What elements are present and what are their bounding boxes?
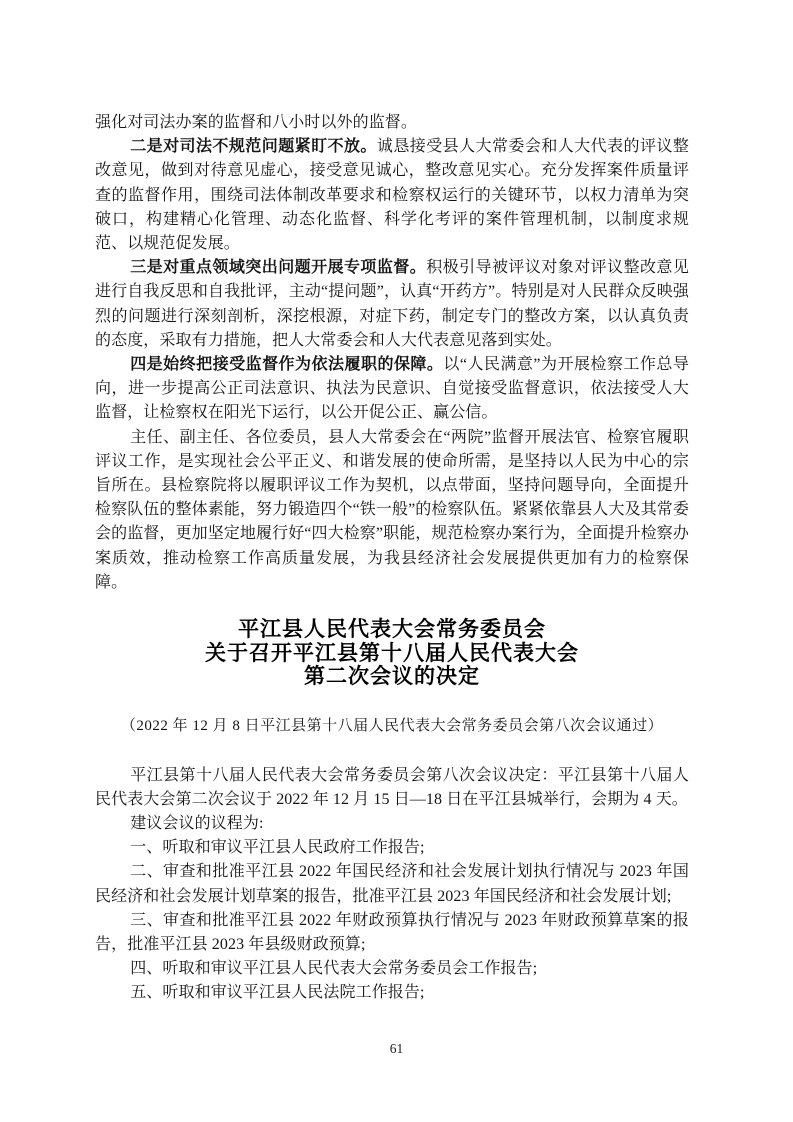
- page-number: 61: [389, 1041, 404, 1056]
- report-paragraph-closing: [95, 426, 689, 595]
- decision-paragraph-resolution: 平江县第十八届人民代表大会常务委员会第八次会议决定：平江县第十八届人民代表大会第二次会议于 2022 年 12 月 15 日—18 日在平江县城举行，会期为 4 天。: [95, 766, 689, 808]
- paragraph-text: 诚恳接受县人大常委会和人大代表的评议整改意见，做到对待意见虚心，接受意见诚心，整改意见实心。充分发挥案件质量评查的监督作用，围绕司法体制改革要求和检察权运行的关键环节，以权力清单为突破口，构建精心化管理、动态化监督、科学化考评的案件管理机制，以制度求规范、以规范促发展。: [95, 138, 689, 253]
- report-body-section: [95, 111, 689, 595]
- paragraph-text: 主任、副主任、各位委员，县人大常委会在“两院”监督开展法官、检察官履职评议工作，是实现社会公平正义、和谐发展的使命所需，是坚持以人民为中心的宗旨所在。县检察院将以履职评议工作为契机，以点带面，坚持问题导向，全面提升检察队伍的整体素能，努力锻造四个“铁一般”的检察队伍。紧紧依靠县人大及其常委会的监督，更加坚定地履行好“四大检察”职能，规范检察办案行为，全面提升检察办案质效，推动检察工作高质量发展，为我县经济社会发展提供更加有力的检察保障。: [95, 428, 690, 591]
- decision-agenda-item-2: 二、审查和批准平江县 2022 年国民经济和社会发展计划执行情况与 2023 年国民经济和社会发展计划草案的报告，批准平江县 2023 年国民经济和社会发展计划;: [95, 863, 689, 905]
- decision-subtitle: （2022 年 12 月 8 日平江县第十八届人民代表大会常务委员会第八次会议通过）: [120, 717, 664, 734]
- paragraph-bold-lead: 三是对重点领域突出问题开展专项监督。: [130, 259, 427, 277]
- paragraph-text: 强化对司法办案的监督和八小时以外的监督。: [95, 114, 418, 131]
- decision-body-section: [95, 764, 689, 1006]
- paragraph-bold-lead: 四是始终把接受监督作为依法履职的保障。: [130, 356, 444, 374]
- decision-title-line-2: 关于召开平江县第十八届人民代表大会: [205, 640, 579, 665]
- page-footer: [0, 1040, 793, 1058]
- decision-title-line-1: 平江县人民代表大会常务委员会: [238, 617, 546, 642]
- decision-agenda-item-5: 五、听取和审议平江县人民法院工作报告;: [130, 984, 425, 1002]
- decision-paragraph-agenda-intro: 建议会议的议程为:: [130, 814, 264, 832]
- paragraph-bold-lead: 二是对司法不规范问题紧盯不放。: [130, 138, 377, 156]
- decision-agenda-item-4: 四、听取和审议平江县人民代表大会常务委员会工作报告;: [130, 960, 538, 978]
- report-paragraph-point-three: [95, 256, 689, 353]
- paragraph-text: 积极引导被评议对象对评议整改意见进行自我反思和自我批评，主动“提问题”，认真“开药方”。特别是对人民群众反映强烈的问题进行深刻剖析，深挖根源，对症下药，制定专门的整改方案，以认真负责的态度，采取有力措施，把人大常委会和人大代表意见落到实处。: [95, 259, 689, 349]
- decision-agenda-item-3: 三、审查和批准平江县 2022 年财政预算执行情况与 2023 年财政预算草案的报告，批准平江县 2023 年县级财政预算;: [95, 911, 689, 953]
- decision-agenda-item-1: 一、听取和审议平江县人民政府工作报告;: [130, 839, 425, 857]
- report-paragraph-continuation: [95, 111, 689, 135]
- report-paragraph-point-four: [95, 353, 689, 426]
- decision-title-line-3: 第二次会议的决定: [304, 664, 480, 689]
- paragraph-text: 以“人民满意”为开展检察工作总导向，进一步提高公正司法意识、执法为民意识、自觉接受监督意识，依法接受人大监督，让检察权在阳光下运行，以公开促公正、赢公信。: [95, 356, 689, 422]
- decision-title: [95, 618, 689, 689]
- report-paragraph-point-two: [95, 135, 689, 256]
